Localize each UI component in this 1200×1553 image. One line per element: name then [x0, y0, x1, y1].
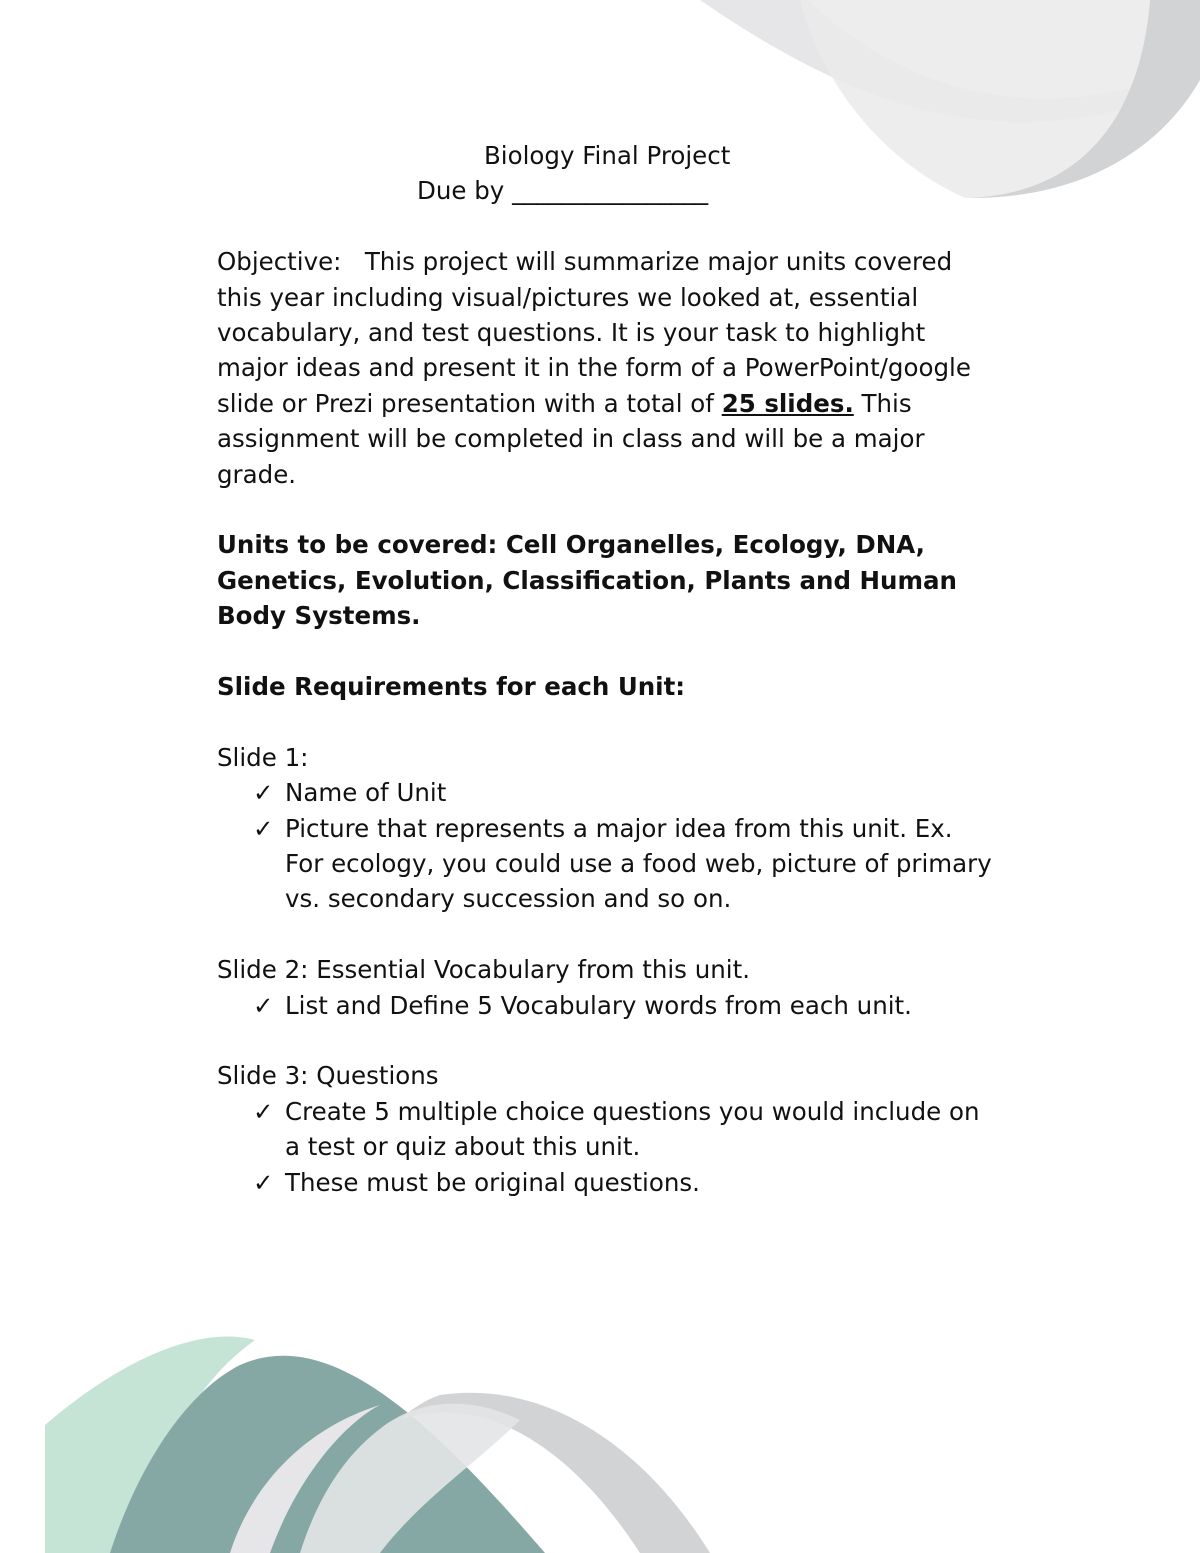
list-item: [217, 811, 997, 917]
list-item-text: Name of Unit: [285, 778, 447, 808]
bottom-swoosh-lightgray-icon: [230, 1405, 380, 1553]
slide-1-section: [217, 740, 997, 917]
check-icon: ✓: [253, 778, 274, 808]
slide-count-emphasis: 25 slides.: [721, 388, 854, 418]
objective-text-end: This assignment will be completed in class and will be a major grade.: [217, 388, 925, 489]
document-body: [217, 138, 997, 1200]
slide-2-heading: Slide 2: Essential Vocabulary from this unit.: [217, 955, 750, 985]
spacer: [217, 634, 997, 669]
list-item-text: These must be original questions.: [285, 1167, 700, 1197]
check-icon: ✓: [253, 990, 274, 1020]
spacer: [217, 492, 997, 527]
spacer: [217, 209, 997, 244]
slide-2-section: [217, 952, 997, 1023]
spacer: [217, 1023, 997, 1058]
list-item: [217, 1094, 997, 1165]
check-icon: ✓: [253, 1167, 274, 1197]
list-item-text: List and Define 5 Vocabulary words from each unit.: [285, 990, 912, 1020]
bottom-swoosh-teal-icon: [110, 1356, 545, 1553]
units-paragraph: Units to be covered: Cell Organelles, Ecology, DNA, Genetics, Evolution, Classification, Plants and Human Body Systems.: [217, 530, 957, 631]
top-swoosh-gray-icon: [965, 0, 1200, 198]
due-blank: ________________: [512, 176, 709, 206]
slide-3-checklist: [217, 1094, 997, 1200]
spacer: [217, 917, 997, 952]
top-swoosh-light-icon: [700, 0, 1160, 122]
list-item: [217, 988, 997, 1023]
objective-label: Objective:: [217, 247, 342, 277]
check-icon: ✓: [253, 1096, 274, 1126]
slide-3-heading: Slide 3: Questions: [217, 1061, 439, 1091]
slide-1-heading: Slide 1:: [217, 742, 309, 772]
list-item-text: Picture that represents a major idea from this unit. Ex. For ecology, you could use a food web, picture of primary vs. secondary succession and so on.: [285, 813, 992, 914]
slide-3-section: [217, 1058, 997, 1200]
list-item: [217, 775, 997, 810]
objective-text: This project will summarize major units covered this year including visual/pictures we looked at, essential vocabulary, and test questions. It is your task to highlight major ideas and present it in the form of a PowerPoint/google slide or Prezi presentation with a total of: [217, 247, 971, 418]
bottom-swoosh-mint-icon: [45, 1337, 255, 1553]
spacer: [217, 704, 997, 739]
slide-1-checklist: [217, 775, 997, 917]
slide-2-checklist: [217, 988, 997, 1023]
objective-paragraph: [217, 244, 997, 492]
list-item-text: Create 5 multiple choice questions you would include on a test or quiz about this unit.: [285, 1096, 980, 1162]
requirements-heading: Slide Requirements for each Unit:: [217, 672, 686, 702]
page-title: Biology Final Project: [484, 141, 731, 170]
due-label: Due by: [417, 176, 505, 206]
bottom-swoosh-gray-icon: [400, 1393, 710, 1553]
list-item: [217, 1165, 997, 1200]
due-date-line: [417, 173, 997, 208]
check-icon: ✓: [253, 813, 274, 843]
bottom-swoosh-band-icon: [300, 1404, 520, 1553]
